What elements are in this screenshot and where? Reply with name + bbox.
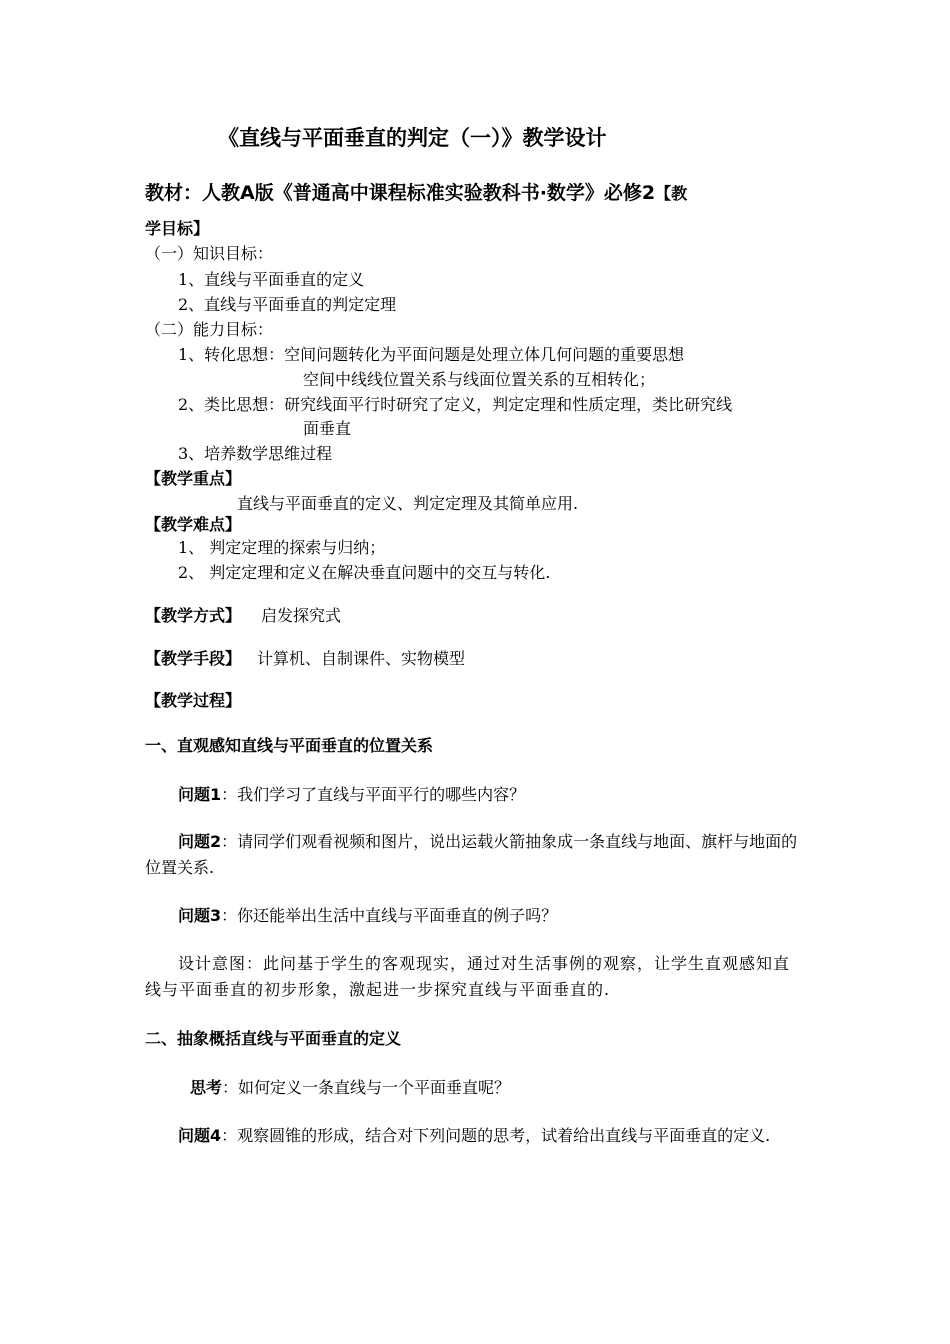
method-text: 启发探究式 xyxy=(261,606,342,625)
textbook-line xyxy=(145,180,687,207)
difficulty-item: 2、 判定定理和定义在解决垂直问题中的交互与转化. xyxy=(178,563,551,582)
document-title: 《直线与平面垂直的判定（一）》教学设计 xyxy=(218,126,607,150)
means-heading: 【教学手段】 xyxy=(145,649,242,668)
method-row xyxy=(145,606,341,626)
ability-item-cont: 空间中线线位置关系与线面位置关系的互相转化； xyxy=(303,370,656,389)
question-label: 问题3 xyxy=(178,906,222,925)
think-label: 思考 xyxy=(190,1078,223,1097)
question-4 xyxy=(145,1123,805,1149)
think-text: ：如何定义一条直线与一个平面垂直呢？ xyxy=(222,1078,511,1097)
question-2 xyxy=(145,829,805,881)
means-text: 计算机、自制课件、实物模型 xyxy=(257,649,466,668)
textbook-text: 教材：人教A版《普通高中课程标准实验教科书·数学》必修2 xyxy=(145,182,656,204)
ability-item: 3、培养数学思维过程 xyxy=(178,444,333,463)
question-text: ：我们学习了直线与平面平行的哪些内容？ xyxy=(221,785,526,804)
section-heading-2: 二、抽象概括直线与平面垂直的定义 xyxy=(145,1029,402,1048)
key-points-heading: 【教学重点】 xyxy=(145,469,242,488)
ability-item: 1、转化思想：空间问题转化为平面问题是处理立体几何问题的重要思想 xyxy=(178,345,685,364)
ability-goal-heading: （二）能力目标： xyxy=(145,320,274,339)
ability-item: 2、类比思想：研究线面平行时研究了定义，判定定理和性质定理，类比研究线 xyxy=(178,395,733,414)
knowledge-item: 2、直线与平面垂直的判定定理 xyxy=(178,295,397,314)
question-3 xyxy=(178,906,557,926)
goals-heading-part2: 学目标】 xyxy=(145,219,210,238)
ability-item-cont: 面垂直 xyxy=(303,419,352,438)
knowledge-item: 1、直线与平面垂直的定义 xyxy=(178,270,365,289)
question-text: ：请同学们观看视频和图片，说出运载火箭抽象成一条直线与地面、旗杆与地面的位置关系. xyxy=(145,832,798,877)
means-row xyxy=(145,649,465,669)
question-label: 问题4 xyxy=(178,1126,222,1145)
difficulty-heading: 【教学难点】 xyxy=(145,515,242,534)
method-heading: 【教学方式】 xyxy=(145,606,242,625)
key-points-text: 直线与平面垂直的定义、判定定理及其简单应用. xyxy=(237,494,579,513)
question-label: 问题2 xyxy=(178,832,222,851)
knowledge-goal-heading: （一）知识目标： xyxy=(145,244,274,263)
question-text: ：观察圆锥的形成，结合对下列问题的思考，试着给出直线与平面垂直的定义. xyxy=(221,1126,771,1145)
question-1 xyxy=(178,785,525,805)
question-text: ：你还能举出生活中直线与平面垂直的例子吗？ xyxy=(221,906,558,925)
goals-heading-part1: 【教 xyxy=(655,184,688,203)
section-heading-1: 一、直观感知直线与平面垂直的位置关系 xyxy=(145,736,434,755)
process-heading: 【教学过程】 xyxy=(145,691,242,710)
question-label: 问题1 xyxy=(178,785,222,804)
think-prompt xyxy=(190,1078,510,1098)
difficulty-item: 1、 判定定理的探索与归纳； xyxy=(178,538,386,557)
design-intent: 设计意图：此问基于学生的客观现实，通过对生活事例的观察，让学生直观感知直线与平面垂直的初步形象，激起进一步探究直线与平面垂直的. xyxy=(145,954,791,999)
